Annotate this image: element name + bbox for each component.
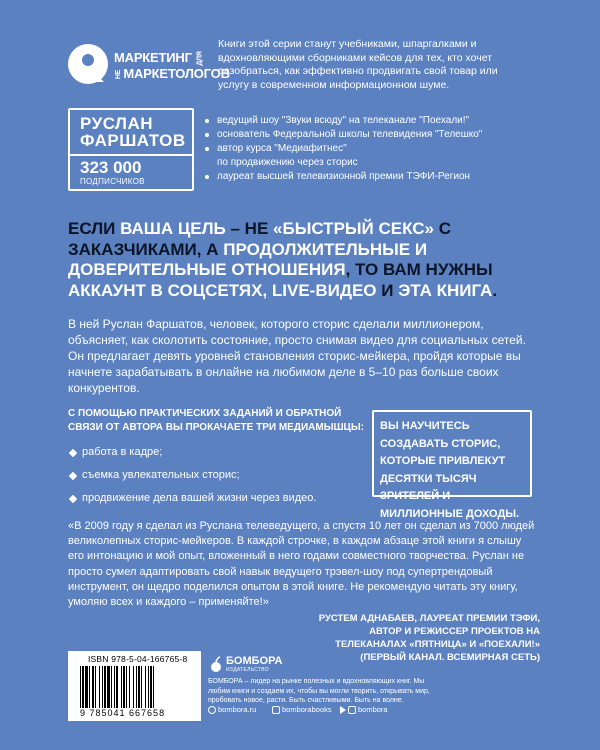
skills-intro: С ПОМОЩЬЮ ПРАКТИЧЕСКИХ ЗАДАНИЙ И ОБРАТНОЙ СВЯЗИ ОТ АВТОРА ВЫ ПРОКАЧАЕТЕ ТРИ МЕДИАМЫШЦЫ: xyxy=(68,408,364,433)
barcode-digits: 9 785041 667658 xyxy=(80,708,166,718)
publisher-logo-icon xyxy=(208,656,224,672)
testimonial-author: РУСТЕМ АДНАБАЕВ, ЛАУРЕАТ ПРЕМИИ ТЭФИ, АВТОР И РЕЖИССЕР ПРОЕКТОВ НА ТЕЛЕКАНАЛАХ «ПЯТНИЦА» И «ПОЕХАЛИ!» (ПЕРВЫЙ КАНАЛ. ВСЕМИРНАЯ СЕТЬ) xyxy=(318,613,540,663)
author-facts-list xyxy=(205,114,535,184)
publisher-name: БОМБОРА xyxy=(226,655,283,667)
fact-item: лауреат высшей телевизионной премии ТЭФИ-Регион xyxy=(205,170,535,184)
logo-tail-shape xyxy=(94,72,104,82)
fact-item: основатель Федеральной школы телевидения "Телешко" xyxy=(205,128,535,142)
skill-item: работа в кадре; xyxy=(68,442,388,464)
book-description: В ней Руслан Фаршатов, человек, которого сторис сделали миллионером, объясняет, как сколотить состояние, просто снимая видео для социальных сетей. Он предлагает девять уровней становления сторис-мейкера, пройдя которые вы начнете зарабатывать в онлайне на любимом деле в 5–10 раз больше своих конкурентов. xyxy=(68,317,526,395)
globe-icon xyxy=(208,706,216,714)
testimonial-quote: «В 2009 году я сделал из Руслана телеведущего, а спустя 10 лет он сделал из 7000 людей великолепных сторис-мейкеров. В каждой строчке, в каждом абзаце этой книги я слышу его интонацию и мой опыт, вложенный в него годами совместного творчества. Руслан не просто сумел адаптировать свой навык ведущего трэвел-шоу под супертрендовый инструмент, он щедро поделился опытом в этой книге. Не рекомендую читать эту книгу, умоляю всех и каждого – применяйте!» xyxy=(68,520,535,609)
follower-count: 323 000 xyxy=(80,158,142,177)
social-website[interactable]: bombora.ru xyxy=(208,705,256,714)
isbn-label: ISBN 978-5-04-166765-8 xyxy=(88,654,188,664)
barcode-bars xyxy=(80,666,192,708)
instagram-icon xyxy=(348,706,356,714)
author-last-name: ФАРШАТОВ xyxy=(80,131,186,150)
author-first-name: РУСЛАН xyxy=(80,114,154,133)
skill-item: продвижение дела вашей жизни через видео. xyxy=(68,488,388,510)
fact-item: автор курса "Медиафитнес" xyxy=(205,142,535,156)
social-vk[interactable]: bomborabooks xyxy=(272,705,332,714)
series-title-line1: МАРКЕТИНГ ДЛЯ xyxy=(114,50,204,66)
vk-icon xyxy=(272,706,280,714)
fact-item: ведущий шоу "Звуки всюду" на телеканале "Поехали!" xyxy=(205,114,535,128)
series-title-line2: НЕМАРКЕТОЛОГОВ xyxy=(115,66,230,81)
fact-item-continuation: по продвижению через сторис xyxy=(217,157,358,168)
skill-item: съемка увлекательных сторис; xyxy=(68,465,388,487)
publisher-subtitle: ИЗДАТЕЛЬСТВО xyxy=(226,667,269,673)
headline: ЕСЛИ ВАША ЦЕЛЬ – НЕ «БЫСТРЫЙ СЕКС» С ЗАКАЗЧИКАМИ, А ПРОДОЛЖИТЕЛЬНЫЕ И ДОВЕРИТЕЛЬНЫЕ ОТНОШЕНИЯ, ТО ВАМ НУЖНЫ АККАУНТ В СОЦСЕТЯХ, LIVE-ВИДЕО И ЭТА КНИГА. xyxy=(68,219,498,300)
social-youtube[interactable]: bombora xyxy=(340,705,388,714)
callout-text: ВЫ НАУЧИТЕСЬ СОЗДАВАТЬ СТОРИС, КОТОРЫЕ ПРИВЛЕКУТ ДЕСЯТКИ ТЫСЯЧ ЗРИТЕЛЕЙ И МИЛЛИОННЫЕ ДОХОДЫ. xyxy=(380,420,520,520)
follower-label: ПОДПИСЧИКОВ xyxy=(80,177,145,186)
series-intro-text: Книги этой серии станут учебниками, шпаргалками и вдохновляющими сборниками кейсов для тех, кто хочет разобраться, как эффективно продвигать свой товар или услугу в современном информационном шуме. xyxy=(218,38,498,91)
youtube-icon xyxy=(340,706,346,714)
publisher-description: БОМБОРА – лидер на рынке полезных и вдохновляющих книг. Мы любим книги и создаем их, чтобы вы могли творить, открывать мир, пробовать новое, расти. Быть счастливыми. Быть на волне. xyxy=(208,678,430,704)
